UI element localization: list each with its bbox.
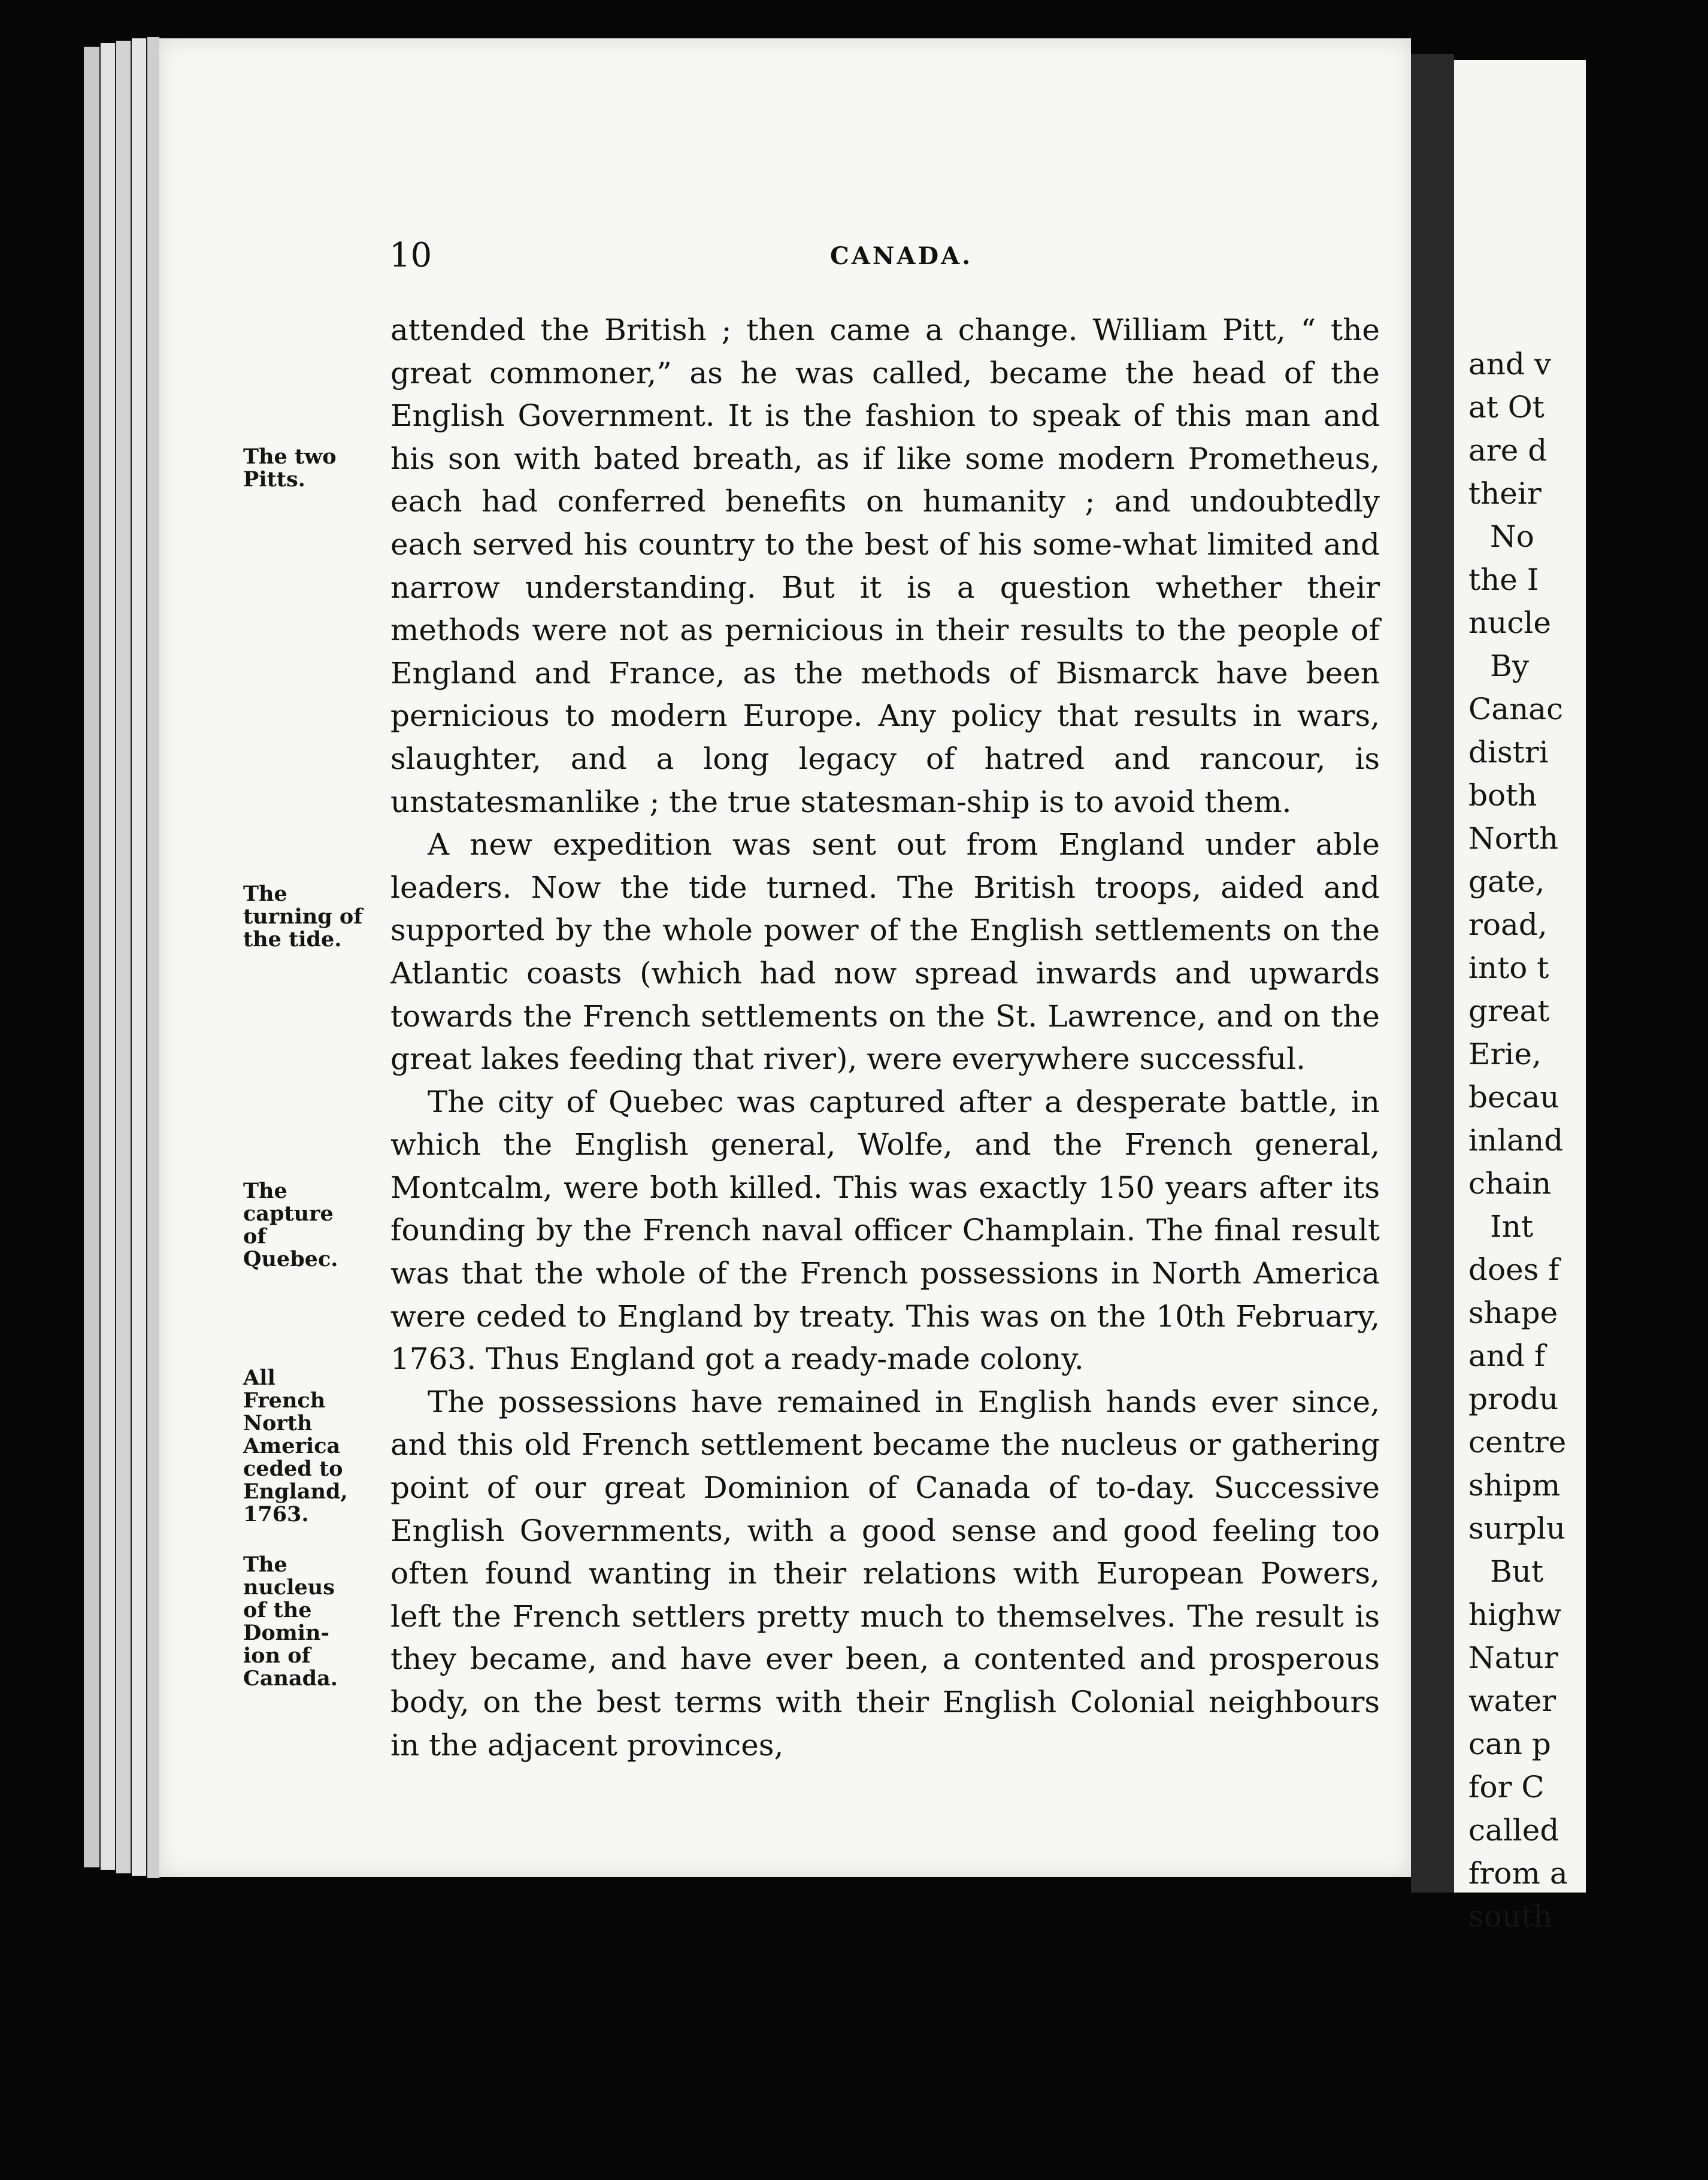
facing-page-line: Erie, xyxy=(1468,1037,1542,1071)
facing-page-line: shipm xyxy=(1468,1468,1561,1503)
facing-page-line: shape xyxy=(1468,1295,1558,1330)
facing-page-line: highw xyxy=(1468,1597,1562,1632)
page-edge xyxy=(116,41,132,1873)
facing-page-line: road, xyxy=(1468,907,1548,942)
facing-page-line: water xyxy=(1468,1684,1556,1718)
facing-page-line: both xyxy=(1468,778,1537,813)
facing-page-line: nucle xyxy=(1468,605,1551,640)
facing-page-line: does f xyxy=(1468,1252,1559,1287)
facing-page-text xyxy=(1468,343,1708,1938)
running-head: CANADA. xyxy=(830,242,973,270)
paragraph: A new expedition was sent out from England under able leaders. Now the tide turned. The British troops, aided and supported by the whole power of the English settlements on the Atlantic coasts (which had now spread inwards and upwards towards the French settlements on the St. Lawrence, and on the great lakes feeding that river), were everywhere successful. xyxy=(390,827,1380,1077)
facing-page-line: gate, xyxy=(1468,864,1545,899)
facing-page-line: Canac xyxy=(1468,692,1564,726)
facing-page-line: inland xyxy=(1468,1123,1564,1158)
book-page xyxy=(159,38,1411,1877)
side-note: All French North America ceded to England, 1763. xyxy=(243,1365,348,1527)
side-note: The nucleus of the Domin-ion of Canada. xyxy=(243,1552,338,1691)
facing-page-line: their xyxy=(1468,476,1542,511)
facing-page-line: North xyxy=(1468,821,1559,856)
facing-page-line: No xyxy=(1490,519,1534,554)
page-header xyxy=(159,236,1411,278)
facing-page-line: at Ot xyxy=(1468,390,1545,425)
facing-page-line: centre xyxy=(1468,1425,1567,1460)
facing-page-line: are d xyxy=(1468,433,1548,468)
facing-page-line: Int xyxy=(1490,1209,1534,1244)
facing-page-line: and f xyxy=(1468,1339,1546,1373)
paragraph: The possessions have remained in English hands ever since, and this old French settlement became the nucleus or gathering point of our great Dominion of Canada of to-day. Successive English Governments, with a good sense and good feeling too often found wanting in their relations with European Powers, left the French settlers pretty much to themselves. The result is they became, and have ever been, a contented and prosperous body, on the best terms with their English Colonial neighbours in the adjacent provinces, xyxy=(390,1384,1380,1763)
page-number: 10 xyxy=(389,236,432,275)
facing-page-line: the I xyxy=(1468,562,1539,597)
facing-page-line: distri xyxy=(1468,735,1549,770)
facing-page-line: into t xyxy=(1468,950,1549,985)
facing-page-line: surplu xyxy=(1468,1511,1565,1546)
side-note: The capture of Quebec. xyxy=(243,1179,338,1271)
facing-page-line: south xyxy=(1468,1899,1553,1934)
facing-page-line: Natur xyxy=(1468,1640,1558,1675)
page-edge xyxy=(101,43,117,1870)
page-edge xyxy=(84,47,101,1867)
facing-page-line: chain xyxy=(1468,1166,1552,1201)
facing-page xyxy=(1454,60,1586,1934)
side-note: The two Pitts. xyxy=(243,444,337,492)
side-note: The turning of the tide. xyxy=(243,882,363,952)
body-text xyxy=(390,309,1380,1767)
facing-page-line: for C xyxy=(1468,1770,1545,1804)
facing-page-line: By xyxy=(1490,649,1529,683)
facing-page-line: can p xyxy=(1468,1727,1551,1761)
facing-page-line: great xyxy=(1468,994,1550,1028)
paragraph: attended the British ; then came a change. William Pitt, “ the great commoner,” as he was called, became the head of the English Government. It is the fashion to speak of this man and his son with bated breath, as if like some modern Prometheus, each had conferred benefits on humanity ; and undoubtedly each served his country to the best of his some-what limited and narrow understanding. But it is a question whether their methods were not as pernicious in their results to the people of England and France, as the methods of Bismarck have been pernicious to modern Europe. Any policy that results in wars, slaughter, and a long legacy of hatred and rancour, is unstatesmanlike ; the true statesman-ship is to avoid them. xyxy=(390,313,1380,819)
book-gutter xyxy=(1411,54,1454,1893)
facing-page-line: But xyxy=(1490,1554,1544,1589)
facing-page-line: produ xyxy=(1468,1382,1559,1416)
page-edge xyxy=(132,38,148,1876)
facing-page-line: from a xyxy=(1468,1856,1568,1891)
facing-page-line: and v xyxy=(1468,347,1552,382)
facing-page-line: called xyxy=(1468,1813,1559,1848)
facing-page-line: becau xyxy=(1468,1080,1559,1115)
paragraph: The city of Quebec was captured after a desperate battle, in which the English general, Wolfe, and the French general, Montcalm, were both killed. This was exactly 150 years after its founding by the French naval officer Champlain. The final result was that the whole of the French possessions in North America were ceded to England by treaty. This was on the 10th February, 1763. Thus England got a ready-made colony. xyxy=(390,1084,1380,1377)
